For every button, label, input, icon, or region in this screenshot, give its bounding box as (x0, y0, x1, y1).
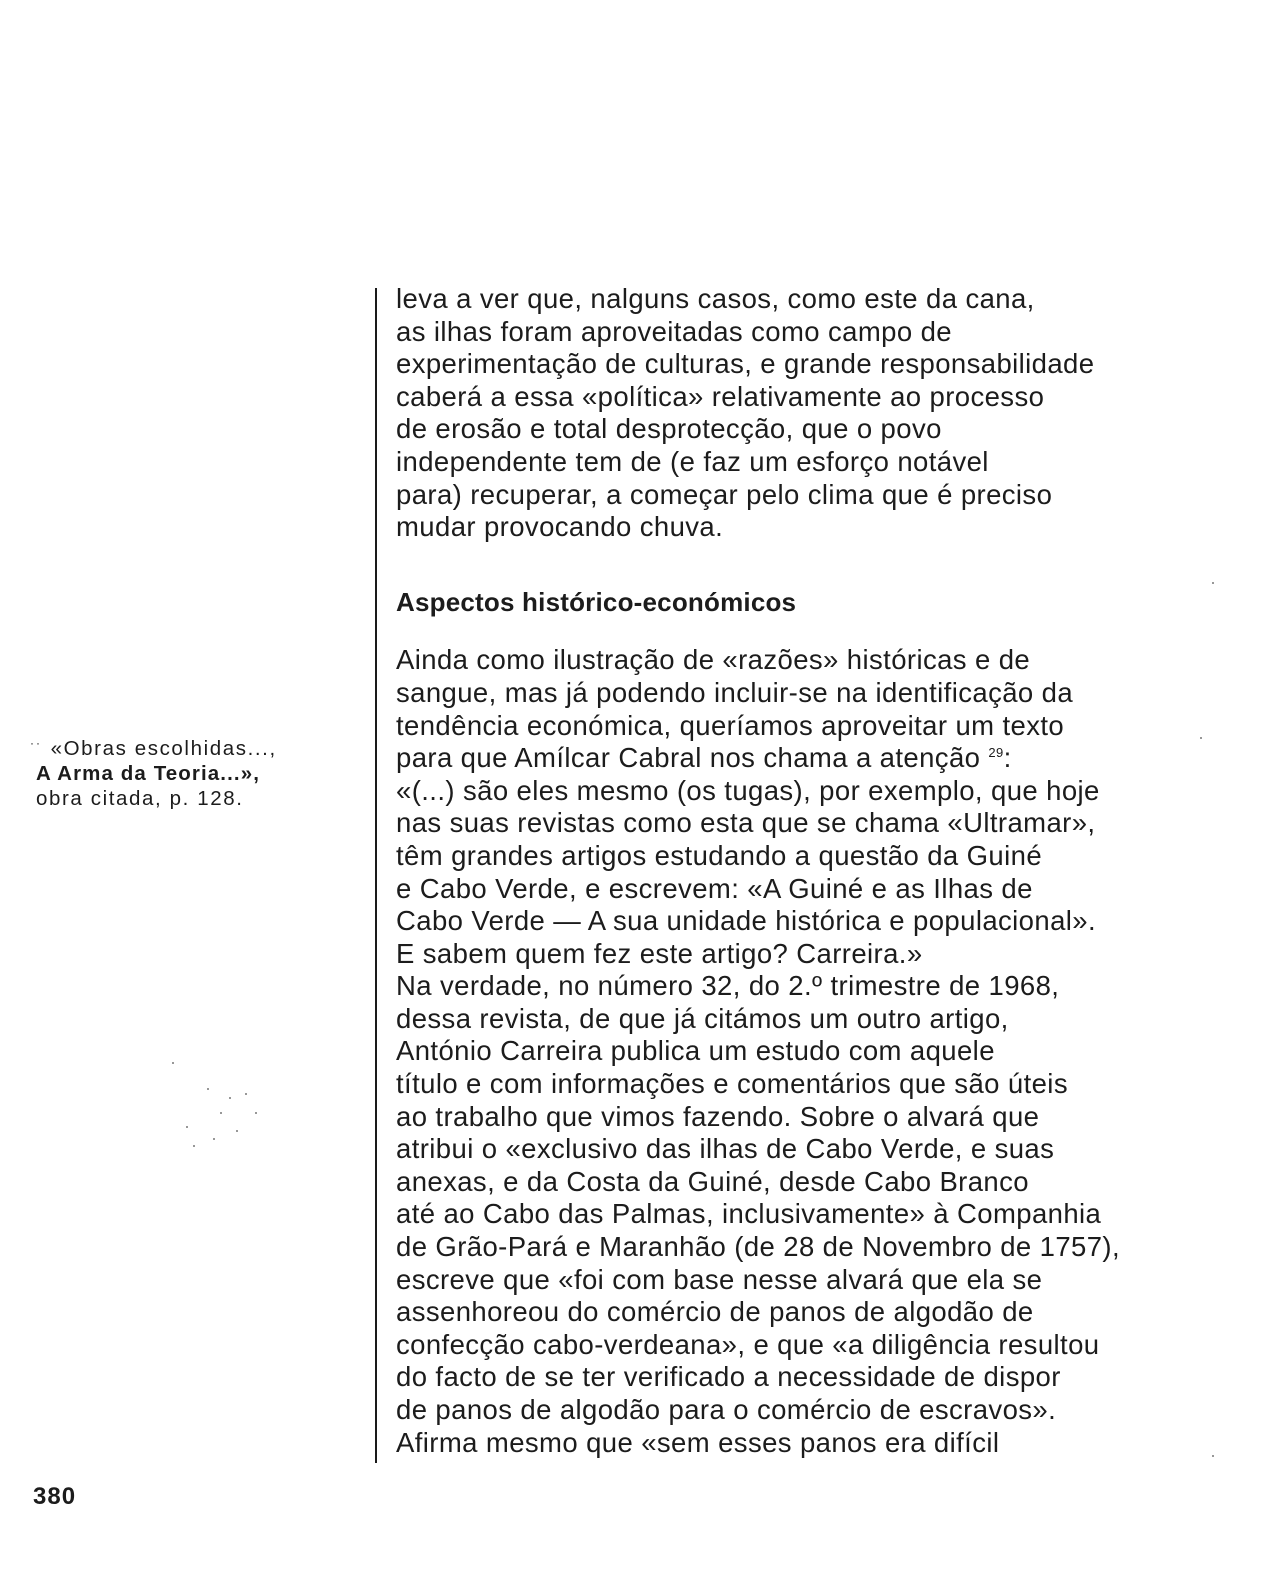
speck (236, 1130, 238, 1132)
footnote-text: «Obras escolhidas..., (50, 737, 277, 760)
speck (1212, 1455, 1214, 1457)
speck (1212, 582, 1214, 584)
text-line: independente tem de (e faz um esforço notável (396, 445, 989, 477)
paragraph-erosion (396, 283, 1226, 544)
main-text-column (396, 283, 1226, 1459)
section-heading: Aspectos histórico-económicos (396, 586, 797, 617)
text-line: confecção cabo-verdeana», e que «a diligência resultou (396, 1328, 1100, 1360)
text-fragment: : (1003, 742, 1012, 774)
text-line: do facto de se ter verificado a necessidade de dispor (396, 1361, 1061, 1393)
text-line: E sabem quem fez este artigo? Carreira.» (396, 937, 923, 969)
footnote-line: A Arma da Teoria...», (36, 762, 260, 785)
speck (213, 1138, 215, 1140)
text-line: de erosão e total desprotecção, que o povo (396, 413, 942, 445)
text-line: têm grandes artigos estudando a questão da Guiné (396, 839, 1043, 871)
footnote-line: obra citada, p. 128. (36, 787, 244, 810)
speck (186, 1126, 188, 1128)
text-line: sangue, mas já podendo incluir-se na identificação da (396, 676, 1074, 708)
text-line: dessa revista, de que já citámos um outro artigo, (396, 1002, 1009, 1034)
text-line: escreve que «foi com base nesse alvará que ela se (396, 1263, 1043, 1295)
speck (255, 1112, 257, 1114)
text-line: Na verdade, no número 32, do 2.º trimestre de 1968, (396, 970, 1060, 1002)
speck (207, 1088, 209, 1090)
text-line: caberá a essa «política» relativamente ao processo (396, 380, 1045, 412)
text-line: título e com informações e comentários que são úteis (396, 1068, 1068, 1100)
margin-footnote (36, 736, 336, 811)
text-line: «(...) são eles mesmo (os tugas), por exemplo, que hoje (396, 774, 1100, 806)
text-line: anexas, e da Costa da Guiné, desde Cabo Branco (396, 1165, 1029, 1197)
speck (245, 1093, 247, 1095)
text-line: para) recuperar, a começar pelo clima que é preciso (396, 478, 1053, 510)
text-line: António Carreira publica um estudo com aquele (396, 1035, 995, 1067)
text-line: até ao Cabo das Palmas, inclusivamente» à Companhia (396, 1198, 1102, 1230)
footnote-reference: 29 (988, 744, 1004, 760)
speck (229, 1097, 231, 1099)
text-line: experimentação de culturas, e grande responsabilidade (396, 348, 1095, 380)
footnote-marker: ·· (30, 736, 42, 750)
text-line: nas suas revistas como esta que se chama «Ultramar», (396, 807, 1096, 839)
text-line: de Grão-Pará e Maranhão (de 28 de Novembro de 1757), (396, 1231, 1120, 1263)
text-line: de panos de algodão para o comércio de escravos». (396, 1394, 1057, 1425)
text-line: e Cabo Verde, e escrevem: «A Guiné e as Ilhas de (396, 872, 1033, 904)
footnote-line (36, 736, 336, 761)
text-line: as ilhas foram aproveitadas como campo de (396, 315, 952, 347)
text-line: Cabo Verde — A sua unidade histórica e populacional». (396, 905, 1097, 937)
paragraph-historical (396, 644, 1226, 1459)
text-line: atribui o «exclusivo das ilhas de Cabo Verde, e suas (396, 1133, 1055, 1165)
speck (1200, 737, 1202, 739)
page-number: 380 (33, 1483, 77, 1510)
text-line: ao trabalho que vimos fazendo. Sobre o alvará que (396, 1100, 1040, 1132)
margin-rule (375, 288, 377, 1463)
text-line: assenhoreou do comércio de panos de algodão de (396, 1296, 1034, 1328)
text-line: mudar provocando chuva. (396, 511, 724, 543)
text-line: leva a ver que, nalguns casos, como este da cana, (396, 283, 1035, 314)
text-line-with-footnote (396, 742, 1226, 775)
text-fragment: para que Amílcar Cabral nos chama a atenção (396, 742, 981, 774)
text-line: Afirma mesmo que «sem esses panos era difícil (396, 1426, 1000, 1458)
text-line: Ainda como ilustração de «razões» históricas e de (396, 644, 1031, 676)
speck (193, 1145, 195, 1147)
text-line: tendência económica, queríamos aproveitar um texto (396, 709, 1065, 741)
speck (220, 1112, 222, 1114)
speck (172, 1062, 174, 1064)
